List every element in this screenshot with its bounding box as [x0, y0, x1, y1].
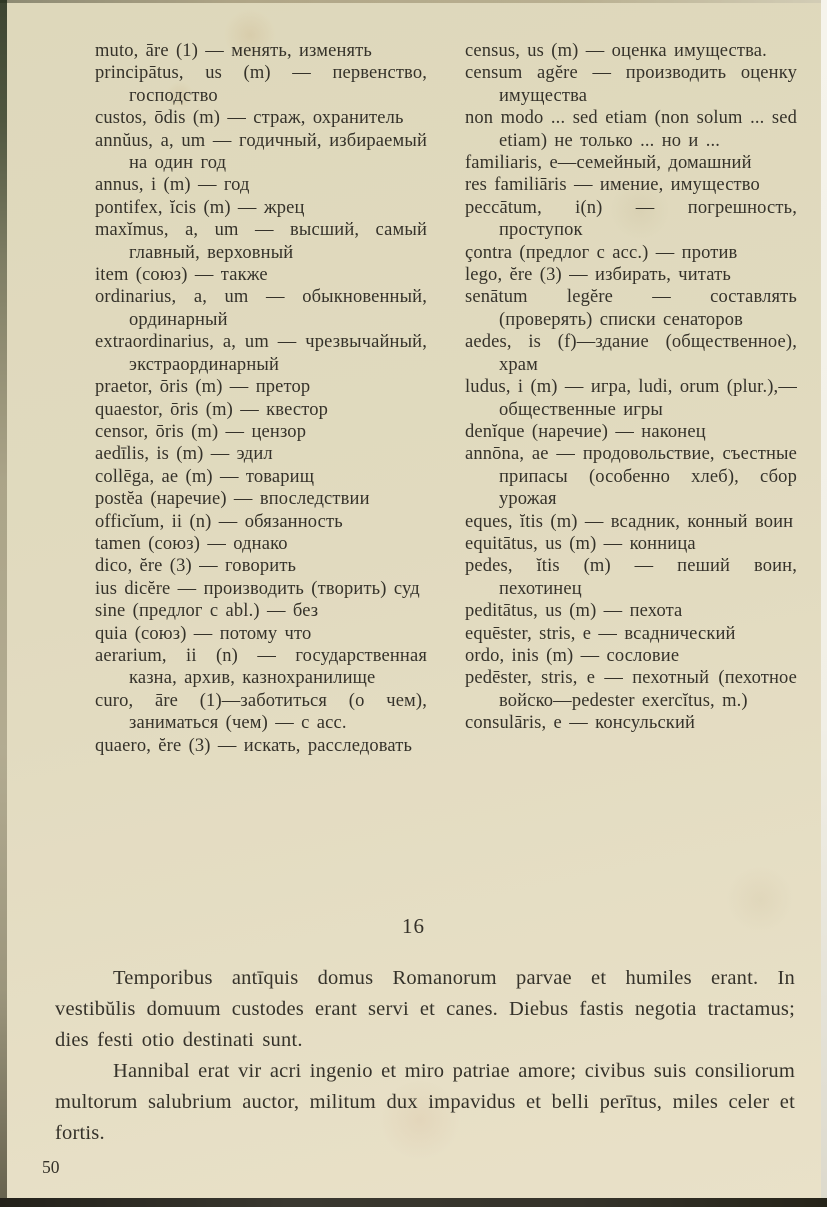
- vocab-entry: collēga, ae (m) — товарищ: [95, 466, 315, 487]
- scan-edge-top: [0, 0, 827, 3]
- vocab-entry: equitātus, us (m) — конница: [465, 533, 696, 554]
- vocab-entry: senātum legĕre — составлять (проверять) списки сенаторов: [465, 287, 797, 330]
- vocab-entry: maxĭmus, a, um — высший, самый главный, верховный: [95, 220, 427, 263]
- vocab-entry: custos, ōdis (m) — страж, охранитель: [95, 108, 404, 129]
- vocab-entry: postĕa (наречие) — впоследствии: [95, 489, 370, 510]
- exercise-paragraph: Hannibal erat vir acri ingenio et miro patriae amore; civibus suis consiliorum multorum salubrium auctor, militum dux impavidus et belli perītus, miles celer et fortis.: [55, 1060, 795, 1144]
- vocab-entry: annōna, ae — продовольствие, съестные припасы (особенно хлеб), сбор урожая: [465, 444, 797, 510]
- vocab-entry: aerarium, ii (n) — государственная казна, архив, казнохранилище: [95, 645, 427, 689]
- vocab-entry: extraordinarius, a, um — чрезвычайный, экстраординарный: [95, 332, 427, 375]
- vocab-entry: praetor, ōris (m) — претор: [95, 377, 311, 398]
- vocab-entry: res familiāris — имение, имущество: [465, 175, 760, 196]
- vocabulary-section: [95, 40, 797, 904]
- exercise-paragraph: Temporibus antīquis domus Romanorum parvae et humiles erant. In vestibŭlis domuum custodes erant servi et canes. Diebus fastis negotia tractamus; dies festi otio destinati sunt.: [55, 967, 795, 1051]
- exercise-number: 16: [402, 914, 425, 938]
- scan-edge-left: [0, 0, 7, 1207]
- vocab-entry: item (союз) — также: [95, 265, 268, 286]
- vocab-entry: pedēster, stris, e — пехотный (пехотное войско—pedester exercĭtus, m.): [465, 668, 797, 711]
- vocab-entry: principātus, us (m) — первенство, господство: [95, 63, 427, 106]
- vocab-entry: sine (предлог с abl.) — без: [95, 601, 319, 622]
- vocab-entry: equēster, stris, e — всаднический: [465, 623, 736, 644]
- vocab-entry: pontifex, ĭcis (m) — жрец: [95, 197, 305, 218]
- vocab-entry: ordinarius, a, um — обыкновенный, ординарный: [95, 287, 427, 330]
- vocab-entry: annŭus, a, um — годичный, избираемый на один год: [95, 130, 427, 174]
- vocab-entry: muto, āre (1) — менять, изменять: [95, 41, 373, 61]
- vocab-entry: annus, i (m) — год: [95, 175, 250, 196]
- vocab-entry: non modo ... sed etiam (non solum ... sed etiam) не только ... но и ...: [465, 108, 797, 151]
- vocab-entry: quaestor, ōris (m) — квестор: [95, 399, 329, 420]
- vocab-entry: peccātum, i(n) — погрешность, проступок: [465, 197, 797, 241]
- vocab-entry: çontra (предлог с acc.) — против: [465, 242, 738, 263]
- vocab-entry: aedīlis, is (m) — эдил: [95, 444, 273, 465]
- vocab-entry: censor, ōris (m) — цензор: [95, 421, 307, 442]
- vocab-entry: tamen (союз) — однако: [95, 533, 288, 554]
- vocab-entry: curo, āre (1)—заботиться (о чем), заниматься (чем) — с acc.: [95, 690, 427, 734]
- vocab-entry: ordo, inis (m) — сословие: [465, 645, 680, 666]
- vocab-entry: consulāris, e — консульский: [465, 713, 696, 734]
- vocab-entry: familiaris, e—семейный, домашний: [465, 153, 752, 174]
- vocab-entry: pedes, ĭtis (m) — пеший воин, пехотинец: [465, 556, 797, 599]
- scan-edge-right: [821, 0, 827, 1207]
- vocab-entry: censum agĕre — производить оценку имущества: [465, 63, 797, 106]
- vocab-entry: ludus, i (m) — игра, ludi, orum (plur.),—общественные игры: [465, 377, 797, 420]
- vocab-entry: lego, ĕre (3) — избирать, читать: [465, 265, 731, 286]
- vocab-entry: officĭum, ii (n) — обязанность: [95, 511, 343, 532]
- vocab-entry: dico, ĕre (3) — говорить: [95, 556, 297, 577]
- vocab-entry: quia (союз) — потому что: [95, 623, 312, 644]
- vocab-entry: peditātus, us (m) — пехота: [465, 601, 683, 622]
- vocab-entry: ius dicĕre — производить (творить) суд: [95, 578, 420, 599]
- exercise-paragraphs: [55, 963, 795, 1149]
- vocab-column-right: [465, 40, 797, 735]
- scan-edge-bottom: [0, 1198, 827, 1207]
- vocab-entry: eques, ĭtis (m) — всадник, конный воин: [465, 511, 794, 532]
- vocab-entry: census, us (m) — оценка имущества.: [465, 41, 767, 61]
- vocab-entry: quaero, ĕre (3) — искать, расследовать: [95, 735, 413, 756]
- page-number: 50: [42, 1157, 60, 1177]
- vocab-entry: denĭque (наречие) — наконец: [465, 421, 706, 442]
- vocab-column-left: [95, 40, 427, 757]
- vocab-entry: aedes, is (f)—здание (общественное), храм: [465, 332, 797, 375]
